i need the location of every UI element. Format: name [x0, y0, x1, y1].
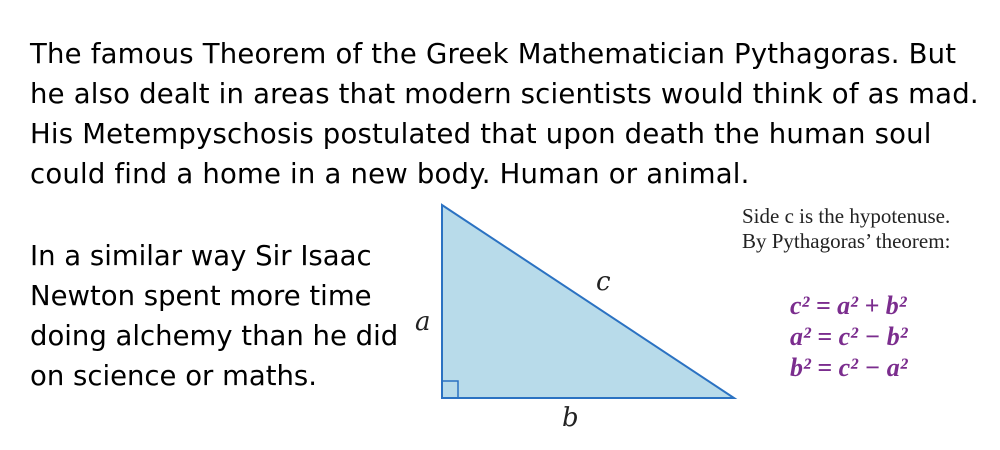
hypotenuse-caption: [742, 204, 992, 254]
side-a-label: a: [415, 307, 431, 337]
triangle-shape: [442, 205, 734, 398]
caption-line-2: By Pythagoras’ theorem:: [742, 229, 951, 253]
formula-b-squared: b² = c² − a²: [790, 353, 908, 382]
caption-line-1: Side c is the hypotenuse.: [742, 204, 951, 228]
formula-c-squared: c² = a² + b²: [790, 291, 907, 320]
side-b-label: b: [562, 403, 579, 433]
pythagoras-formulas: [790, 290, 990, 383]
intro-paragraph: The famous Theorem of the Greek Mathematician Pythagoras. But he also dealt in areas that modern scientists would think of as mad. His Metempyschosis postulated that upon death the human soul could find a home in a new body. Human or animal.: [30, 38, 979, 190]
side-c-label: c: [596, 267, 611, 297]
formula-a-squared: a² = c² − b²: [790, 322, 908, 351]
newton-paragraph: In a similar way Sir Isaac Newton spent more time doing alchemy than he did on science or maths.: [30, 240, 399, 392]
